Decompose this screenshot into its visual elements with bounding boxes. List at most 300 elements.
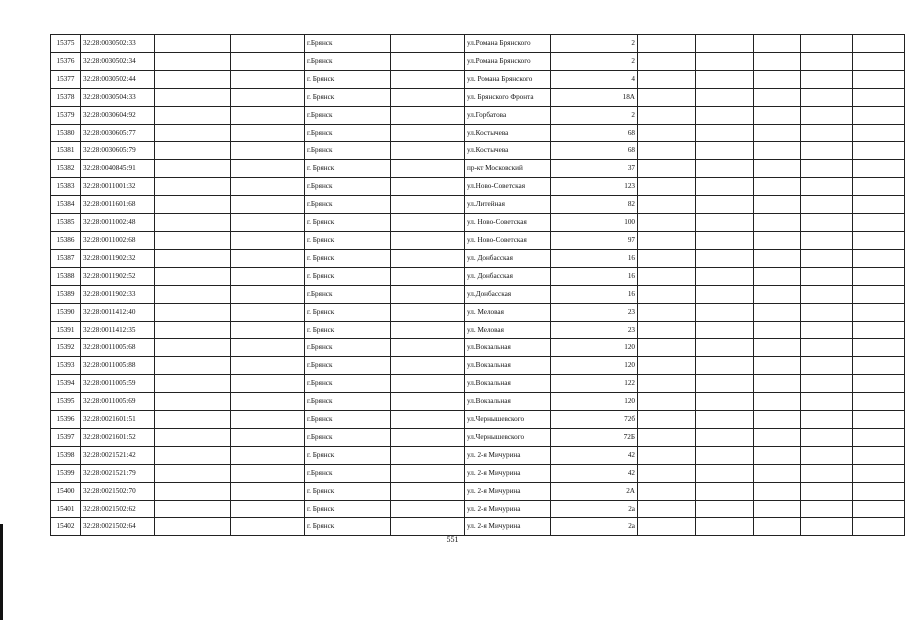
- street-cell: ул.Вокзальная: [465, 339, 551, 357]
- empty-cell: [231, 249, 305, 267]
- cadastral-number-cell: 32:28:0011902:32: [81, 249, 155, 267]
- empty-cell: [696, 339, 754, 357]
- table-body: [51, 35, 905, 536]
- empty-cell: [155, 321, 231, 339]
- street-cell: ул. Меловая: [465, 321, 551, 339]
- row-number-cell: 15392: [51, 339, 81, 357]
- table-row: [51, 375, 905, 393]
- cadastral-number-cell: 32:28:0030502:33: [81, 35, 155, 53]
- row-number-cell: 15383: [51, 178, 81, 196]
- empty-cell: [853, 393, 905, 411]
- empty-cell: [801, 464, 853, 482]
- empty-cell: [853, 249, 905, 267]
- street-cell: ул. Донбасская: [465, 249, 551, 267]
- empty-cell: [801, 267, 853, 285]
- empty-cell: [801, 518, 853, 536]
- cadastral-number-cell: 32:28:0030504:33: [81, 88, 155, 106]
- empty-cell: [801, 500, 853, 518]
- table-row: [51, 339, 905, 357]
- empty-cell: [155, 249, 231, 267]
- empty-cell: [638, 249, 696, 267]
- empty-cell: [231, 303, 305, 321]
- empty-cell: [801, 285, 853, 303]
- cadastral-number-cell: 32:28:0011005:69: [81, 393, 155, 411]
- empty-cell: [696, 411, 754, 429]
- empty-cell: [853, 178, 905, 196]
- row-number-cell: 15391: [51, 321, 81, 339]
- empty-cell: [696, 124, 754, 142]
- empty-cell: [754, 249, 801, 267]
- row-number-cell: 15376: [51, 52, 81, 70]
- table-row: [51, 70, 905, 88]
- city-cell: г.Брянск: [305, 142, 391, 160]
- street-cell: ул. 2-я Мичурина: [465, 500, 551, 518]
- street-cell: ул.Чернышевского: [465, 411, 551, 429]
- empty-cell: [853, 339, 905, 357]
- empty-cell: [155, 196, 231, 214]
- empty-cell: [231, 231, 305, 249]
- street-cell: ул. Ново-Советская: [465, 231, 551, 249]
- empty-cell: [391, 464, 465, 482]
- empty-cell: [391, 52, 465, 70]
- empty-cell: [853, 106, 905, 124]
- street-cell: ул.Костычева: [465, 124, 551, 142]
- empty-cell: [696, 196, 754, 214]
- empty-cell: [754, 375, 801, 393]
- empty-cell: [391, 321, 465, 339]
- city-cell: г.Брянск: [305, 196, 391, 214]
- empty-cell: [696, 106, 754, 124]
- empty-cell: [638, 285, 696, 303]
- table-row: [51, 249, 905, 267]
- empty-cell: [696, 214, 754, 232]
- cadastral-number-cell: 32:28:0021502:64: [81, 518, 155, 536]
- empty-cell: [231, 35, 305, 53]
- house-number-cell: 2а: [551, 518, 638, 536]
- empty-cell: [638, 267, 696, 285]
- city-cell: г.Брянск: [305, 393, 391, 411]
- empty-cell: [231, 106, 305, 124]
- cadastral-number-cell: 32:28:0011002:68: [81, 231, 155, 249]
- row-number-cell: 15388: [51, 267, 81, 285]
- empty-cell: [391, 267, 465, 285]
- street-cell: ул.Литейная: [465, 196, 551, 214]
- scan-edge-mark: [0, 524, 3, 620]
- city-cell: г. Брянск: [305, 482, 391, 500]
- table-row: [51, 303, 905, 321]
- table-row: [51, 231, 905, 249]
- row-number-cell: 15379: [51, 106, 81, 124]
- row-number-cell: 15397: [51, 428, 81, 446]
- empty-cell: [155, 428, 231, 446]
- row-number-cell: 15402: [51, 518, 81, 536]
- empty-cell: [853, 214, 905, 232]
- empty-cell: [754, 357, 801, 375]
- empty-cell: [853, 160, 905, 178]
- empty-cell: [696, 446, 754, 464]
- cadastral-number-cell: 32:28:0021601:52: [81, 428, 155, 446]
- city-cell: г.Брянск: [305, 411, 391, 429]
- cadastral-number-cell: 32:28:0030605:77: [81, 124, 155, 142]
- empty-cell: [853, 142, 905, 160]
- empty-cell: [231, 142, 305, 160]
- empty-cell: [754, 518, 801, 536]
- street-cell: пр-кт Московский: [465, 160, 551, 178]
- empty-cell: [155, 464, 231, 482]
- house-number-cell: 23: [551, 321, 638, 339]
- empty-cell: [155, 446, 231, 464]
- city-cell: г.Брянск: [305, 35, 391, 53]
- table-row: [51, 464, 905, 482]
- empty-cell: [853, 411, 905, 429]
- empty-cell: [638, 500, 696, 518]
- empty-cell: [638, 393, 696, 411]
- city-cell: г. Брянск: [305, 267, 391, 285]
- empty-cell: [155, 88, 231, 106]
- house-number-cell: 2: [551, 35, 638, 53]
- empty-cell: [391, 285, 465, 303]
- street-cell: ул.Горбатова: [465, 106, 551, 124]
- empty-cell: [696, 482, 754, 500]
- city-cell: г.Брянск: [305, 375, 391, 393]
- city-cell: г. Брянск: [305, 303, 391, 321]
- empty-cell: [231, 285, 305, 303]
- empty-cell: [853, 285, 905, 303]
- empty-cell: [853, 88, 905, 106]
- empty-cell: [801, 178, 853, 196]
- empty-cell: [801, 52, 853, 70]
- empty-cell: [391, 303, 465, 321]
- empty-cell: [696, 267, 754, 285]
- empty-cell: [638, 106, 696, 124]
- empty-cell: [853, 464, 905, 482]
- empty-cell: [801, 106, 853, 124]
- empty-cell: [754, 393, 801, 411]
- empty-cell: [231, 124, 305, 142]
- empty-cell: [391, 339, 465, 357]
- row-number-cell: 15398: [51, 446, 81, 464]
- cadastral-number-cell: 32:28:0030604:92: [81, 106, 155, 124]
- house-number-cell: 82: [551, 196, 638, 214]
- empty-cell: [155, 178, 231, 196]
- empty-cell: [801, 393, 853, 411]
- row-number-cell: 15375: [51, 35, 81, 53]
- street-cell: ул. 2-я Мичурина: [465, 518, 551, 536]
- empty-cell: [155, 106, 231, 124]
- empty-cell: [853, 35, 905, 53]
- table-row: [51, 178, 905, 196]
- table-row: [51, 214, 905, 232]
- house-number-cell: 16: [551, 267, 638, 285]
- empty-cell: [801, 88, 853, 106]
- city-cell: г. Брянск: [305, 249, 391, 267]
- empty-cell: [155, 393, 231, 411]
- row-number-cell: 15395: [51, 393, 81, 411]
- empty-cell: [801, 482, 853, 500]
- cadastral-number-cell: 32:28:0011902:52: [81, 267, 155, 285]
- cadastral-number-cell: 32:28:0011601:68: [81, 196, 155, 214]
- empty-cell: [754, 196, 801, 214]
- empty-cell: [696, 375, 754, 393]
- empty-cell: [391, 178, 465, 196]
- house-number-cell: 2: [551, 106, 638, 124]
- empty-cell: [155, 303, 231, 321]
- cadastral-number-cell: 32:28:0011412:40: [81, 303, 155, 321]
- cadastral-number-cell: 32:28:0030502:44: [81, 70, 155, 88]
- empty-cell: [638, 196, 696, 214]
- empty-cell: [853, 321, 905, 339]
- empty-cell: [391, 357, 465, 375]
- empty-cell: [853, 482, 905, 500]
- empty-cell: [231, 70, 305, 88]
- cadastral-number-cell: 32:28:0040845:91: [81, 160, 155, 178]
- empty-cell: [754, 464, 801, 482]
- house-number-cell: 37: [551, 160, 638, 178]
- empty-cell: [155, 52, 231, 70]
- row-number-cell: 15386: [51, 231, 81, 249]
- house-number-cell: 120: [551, 393, 638, 411]
- empty-cell: [801, 249, 853, 267]
- empty-cell: [853, 196, 905, 214]
- empty-cell: [801, 411, 853, 429]
- table-row: [51, 52, 905, 70]
- street-cell: ул. 2-я Мичурина: [465, 446, 551, 464]
- empty-cell: [391, 160, 465, 178]
- empty-cell: [638, 178, 696, 196]
- cadastral-number-cell: 32:28:0011002:48: [81, 214, 155, 232]
- empty-cell: [638, 375, 696, 393]
- empty-cell: [853, 70, 905, 88]
- empty-cell: [638, 482, 696, 500]
- table-row: [51, 35, 905, 53]
- empty-cell: [638, 88, 696, 106]
- empty-cell: [155, 339, 231, 357]
- city-cell: г. Брянск: [305, 160, 391, 178]
- empty-cell: [155, 518, 231, 536]
- street-cell: ул. Романа Брянского: [465, 70, 551, 88]
- row-number-cell: 15378: [51, 88, 81, 106]
- empty-cell: [391, 142, 465, 160]
- empty-cell: [391, 375, 465, 393]
- empty-cell: [853, 267, 905, 285]
- empty-cell: [638, 231, 696, 249]
- empty-cell: [231, 428, 305, 446]
- empty-cell: [638, 160, 696, 178]
- city-cell: г.Брянск: [305, 464, 391, 482]
- table-row: [51, 321, 905, 339]
- empty-cell: [754, 321, 801, 339]
- empty-cell: [155, 70, 231, 88]
- table-row: [51, 124, 905, 142]
- empty-cell: [696, 464, 754, 482]
- empty-cell: [638, 35, 696, 53]
- empty-cell: [391, 518, 465, 536]
- empty-cell: [638, 70, 696, 88]
- empty-cell: [391, 428, 465, 446]
- row-number-cell: 15384: [51, 196, 81, 214]
- street-cell: ул. 2-я Мичурина: [465, 464, 551, 482]
- empty-cell: [696, 393, 754, 411]
- empty-cell: [696, 321, 754, 339]
- house-number-cell: 2: [551, 52, 638, 70]
- empty-cell: [696, 52, 754, 70]
- empty-cell: [638, 303, 696, 321]
- empty-cell: [754, 88, 801, 106]
- empty-cell: [754, 160, 801, 178]
- table-row: [51, 518, 905, 536]
- empty-cell: [638, 124, 696, 142]
- table-row: [51, 106, 905, 124]
- row-number-cell: 15380: [51, 124, 81, 142]
- empty-cell: [155, 482, 231, 500]
- row-number-cell: 15381: [51, 142, 81, 160]
- empty-cell: [754, 106, 801, 124]
- cadastral-number-cell: 32:28:0021521:42: [81, 446, 155, 464]
- street-cell: ул. Донбасская: [465, 267, 551, 285]
- empty-cell: [801, 375, 853, 393]
- empty-cell: [696, 285, 754, 303]
- empty-cell: [853, 303, 905, 321]
- empty-cell: [391, 124, 465, 142]
- empty-cell: [754, 35, 801, 53]
- empty-cell: [754, 52, 801, 70]
- empty-cell: [696, 160, 754, 178]
- row-number-cell: 15400: [51, 482, 81, 500]
- street-cell: ул. Брянского Фронта: [465, 88, 551, 106]
- empty-cell: [801, 446, 853, 464]
- street-cell: ул.Чернышевского: [465, 428, 551, 446]
- empty-cell: [801, 160, 853, 178]
- city-cell: г.Брянск: [305, 339, 391, 357]
- empty-cell: [696, 428, 754, 446]
- empty-cell: [391, 411, 465, 429]
- empty-cell: [801, 428, 853, 446]
- empty-cell: [801, 303, 853, 321]
- empty-cell: [638, 464, 696, 482]
- city-cell: г. Брянск: [305, 214, 391, 232]
- street-cell: ул. 2-я Мичурина: [465, 482, 551, 500]
- house-number-cell: 97: [551, 231, 638, 249]
- empty-cell: [155, 160, 231, 178]
- empty-cell: [853, 52, 905, 70]
- house-number-cell: 16: [551, 249, 638, 267]
- empty-cell: [696, 35, 754, 53]
- cadastral-number-cell: 32:28:0030502:34: [81, 52, 155, 70]
- empty-cell: [231, 500, 305, 518]
- empty-cell: [853, 231, 905, 249]
- empty-cell: [231, 321, 305, 339]
- house-number-cell: 120: [551, 357, 638, 375]
- empty-cell: [754, 124, 801, 142]
- empty-cell: [696, 303, 754, 321]
- empty-cell: [696, 142, 754, 160]
- cadastral-number-cell: 32:28:0011412:35: [81, 321, 155, 339]
- table-row: [51, 446, 905, 464]
- row-number-cell: 15387: [51, 249, 81, 267]
- city-cell: г. Брянск: [305, 321, 391, 339]
- city-cell: г. Брянск: [305, 518, 391, 536]
- empty-cell: [801, 214, 853, 232]
- empty-cell: [231, 518, 305, 536]
- street-cell: ул. Меловая: [465, 303, 551, 321]
- empty-cell: [231, 267, 305, 285]
- empty-cell: [801, 339, 853, 357]
- table-row: [51, 160, 905, 178]
- house-number-cell: 42: [551, 464, 638, 482]
- table-row: [51, 500, 905, 518]
- table-row: [51, 482, 905, 500]
- city-cell: г.Брянск: [305, 357, 391, 375]
- city-cell: г.Брянск: [305, 178, 391, 196]
- cadastral-number-cell: 32:28:0021502:62: [81, 500, 155, 518]
- empty-cell: [853, 428, 905, 446]
- empty-cell: [231, 482, 305, 500]
- empty-cell: [231, 52, 305, 70]
- empty-cell: [231, 196, 305, 214]
- city-cell: г. Брянск: [305, 231, 391, 249]
- empty-cell: [853, 500, 905, 518]
- cadastral-number-cell: 32:28:0011005:59: [81, 375, 155, 393]
- empty-cell: [801, 124, 853, 142]
- empty-cell: [754, 339, 801, 357]
- empty-cell: [391, 196, 465, 214]
- row-number-cell: 15390: [51, 303, 81, 321]
- cadastral-number-cell: 32:28:0021502:70: [81, 482, 155, 500]
- empty-cell: [155, 124, 231, 142]
- empty-cell: [155, 375, 231, 393]
- table-row: [51, 142, 905, 160]
- empty-cell: [754, 142, 801, 160]
- row-number-cell: 15385: [51, 214, 81, 232]
- empty-cell: [155, 35, 231, 53]
- row-number-cell: 15377: [51, 70, 81, 88]
- house-number-cell: 68: [551, 124, 638, 142]
- empty-cell: [231, 88, 305, 106]
- empty-cell: [801, 35, 853, 53]
- city-cell: г. Брянск: [305, 70, 391, 88]
- empty-cell: [155, 267, 231, 285]
- empty-cell: [231, 357, 305, 375]
- empty-cell: [391, 231, 465, 249]
- house-number-cell: 68: [551, 142, 638, 160]
- empty-cell: [801, 142, 853, 160]
- empty-cell: [231, 160, 305, 178]
- city-cell: г. Брянск: [305, 88, 391, 106]
- empty-cell: [754, 500, 801, 518]
- row-number-cell: 15394: [51, 375, 81, 393]
- cadastral-number-cell: 32:28:0011005:68: [81, 339, 155, 357]
- empty-cell: [754, 267, 801, 285]
- row-number-cell: 15393: [51, 357, 81, 375]
- empty-cell: [696, 231, 754, 249]
- table-row: [51, 428, 905, 446]
- cadastral-number-cell: 32:28:0021601:51: [81, 411, 155, 429]
- empty-cell: [754, 285, 801, 303]
- empty-cell: [853, 446, 905, 464]
- empty-cell: [853, 357, 905, 375]
- house-number-cell: 23: [551, 303, 638, 321]
- empty-cell: [754, 70, 801, 88]
- house-number-cell: 42: [551, 446, 638, 464]
- city-cell: г.Брянск: [305, 428, 391, 446]
- empty-cell: [155, 285, 231, 303]
- house-number-cell: 2а: [551, 500, 638, 518]
- empty-cell: [391, 482, 465, 500]
- empty-cell: [638, 142, 696, 160]
- table-row: [51, 411, 905, 429]
- empty-cell: [696, 70, 754, 88]
- empty-cell: [853, 124, 905, 142]
